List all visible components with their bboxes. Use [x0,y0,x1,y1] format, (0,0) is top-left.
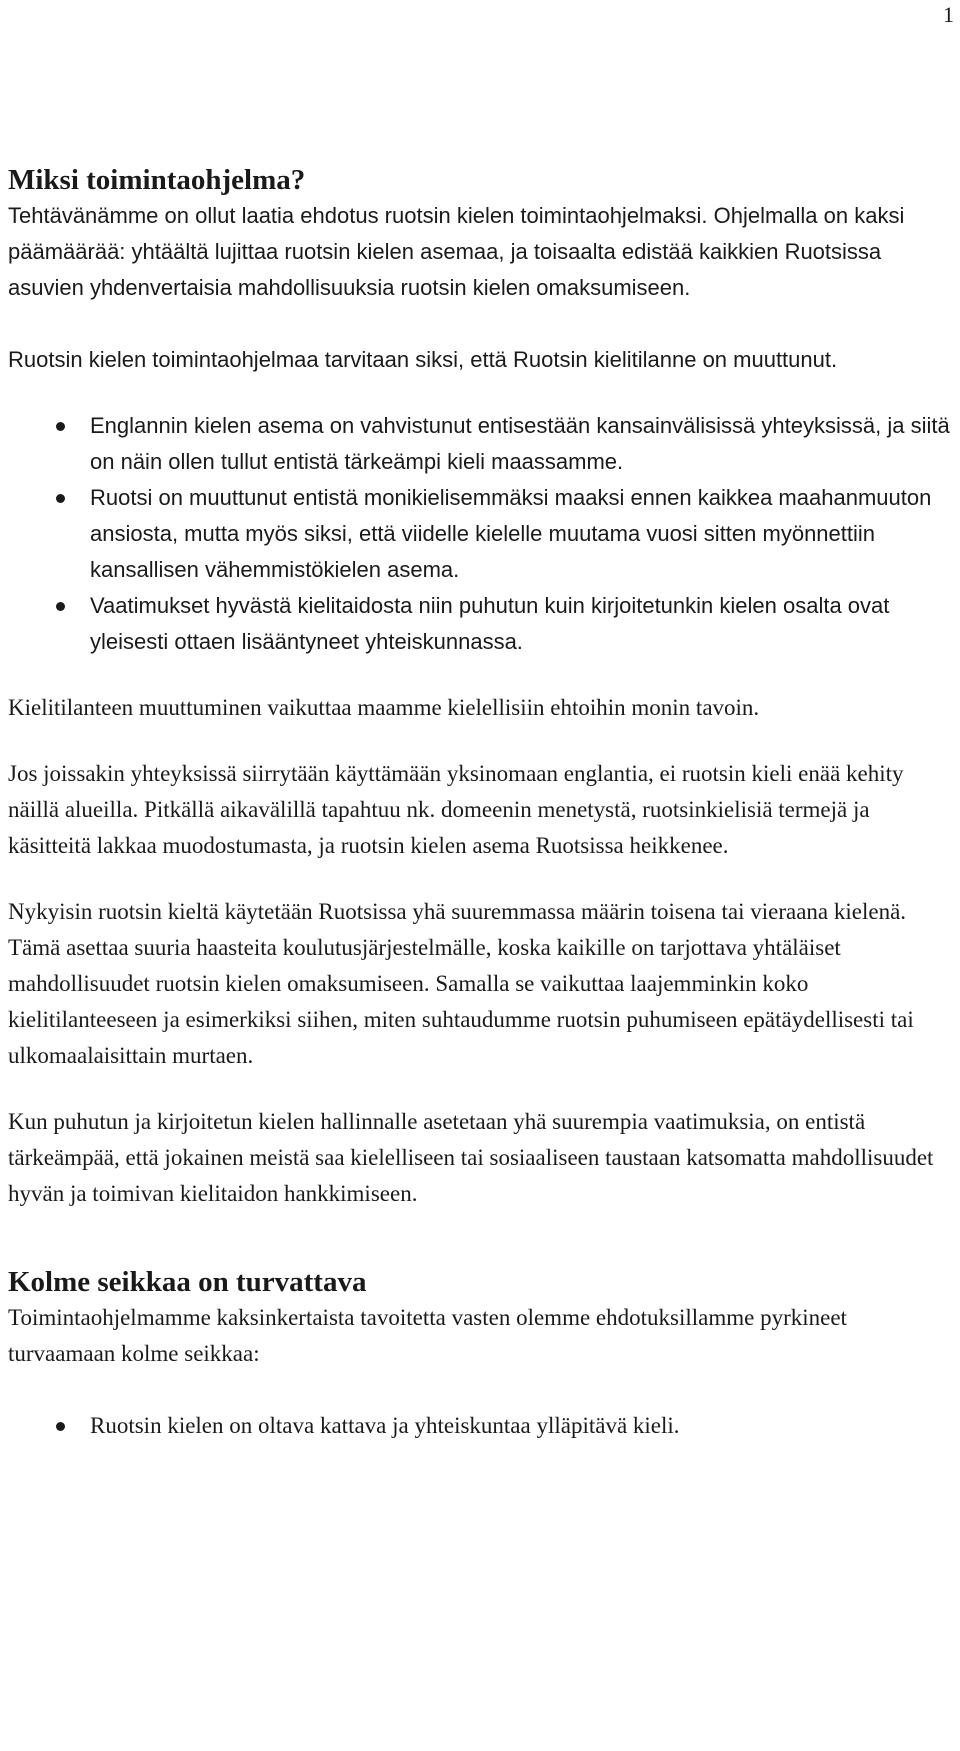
change-bullet-list [8,408,958,660]
demands-paragraph: Kun puhutun ja kirjoitetun kielen hallinnalle asetetaan yhä suurempia vaatimuksia, on entistä tärkeämpää, että jokainen meistä saa kielelliseen tai sosiaaliseen taustaan katsomatta mahdollisuudet hyvän ja toimivan kielitaidon hankkimiseen. [8,1109,934,1206]
bullet-text: Ruotsin kielen on oltava kattava ja yhteiskuntaa ylläpitävä kieli. [90,1413,680,1438]
bullet-item-requirements [90,588,958,660]
three-things-intro: Toimintaohjelmamme kaksinkertaista tavoitetta vasten olemme ehdotuksillamme pyrkineet turvaamaan kolme seikkaa: [8,1305,847,1366]
section-heading-three-things: Kolme seikkaa on turvattava [8,1266,367,1298]
intro-paragraph: Tehtävänämme on ollut laatia ehdotus ruotsin kielen toimintaohjelmaksi. Ohjelmalla on kaksi päämäärää: yhtäältä lujittaa ruotsin kielen asemaa, ja toisaalta edistää kaikkien Ruotsissa asuvien yhdenvertaisia mahdollisuuksia ruotsin kielen omaksumiseen. [8,203,905,300]
bullet-icon [56,494,65,503]
bullet-text: Englannin kielen asema on vahvistunut entisestään kansainvälisissä yhteyksissä, ja siitä on näin ollen tullut entistä tärkeämpi kieli maassamme. [90,413,950,474]
document-body [8,162,958,1444]
section-heading-why: Miksi toimintaohjelma? [8,164,306,196]
bullet-item-multilingual [90,480,958,588]
bullet-item-comprehensive [90,1408,958,1444]
three-things-bullet-list [8,1408,958,1444]
bullet-text: Vaatimukset hyvästä kielitaidosta niin puhutun kuin kirjoitetunkin kielen osalta ovat yleisesti ottaen lisääntyneet yhteiskunnassa. [90,593,890,654]
second-language-paragraph: Nykyisin ruotsin kieltä käytetään Ruotsissa yhä suuremmassa määrin toisena tai vieraana kielenä. Tämä asettaa suuria haasteita koulutusjärjestelmälle, koska kaikille on tarjottava yhtäläiset mahdollisuudet ruotsin kielen omaksumiseen. Samalla se vaikuttaa laajemminkin koko kielitilanteeseen ja esimerkiksi siihen, miten suhtaudumme ruotsin puhumiseen epätäydellisesti tai ulkomaalaisittain murtaen. [8,899,914,1068]
page-number: 1 [943,2,954,27]
bullet-icon [56,422,65,431]
bullet-icon [56,1422,65,1431]
bullet-icon [56,602,65,611]
reason-paragraph: Ruotsin kielen toimintaohjelmaa tarvitaan siksi, että Ruotsin kielitilanne on muuttunut. [8,347,838,372]
bullet-item-english [90,408,958,480]
english-paragraph: Jos joissakin yhteyksissä siirrytään käyttämään yksinomaan englantia, ei ruotsin kieli enää kehity näillä alueilla. Pitkällä aikavälillä tapahtuu nk. domeenin menetystä, ruotsinkielisiä termejä ja käsitteitä lakkaa muodostumasta, ja ruotsin kielen asema Ruotsissa heikkenee. [8,761,904,858]
bullet-text: Ruotsi on muuttunut entistä monikielisemmäksi maaksi ennen kaikkea maahanmuuton ansiosta, mutta myös siksi, että viidelle kielelle muutama vuosi sitten myönnettiin kansallisen vähemmistökielen asema. [90,485,932,582]
change-paragraph: Kielitilanteen muuttuminen vaikuttaa maamme kielellisiin ehtoihin monin tavoin. [8,695,760,720]
